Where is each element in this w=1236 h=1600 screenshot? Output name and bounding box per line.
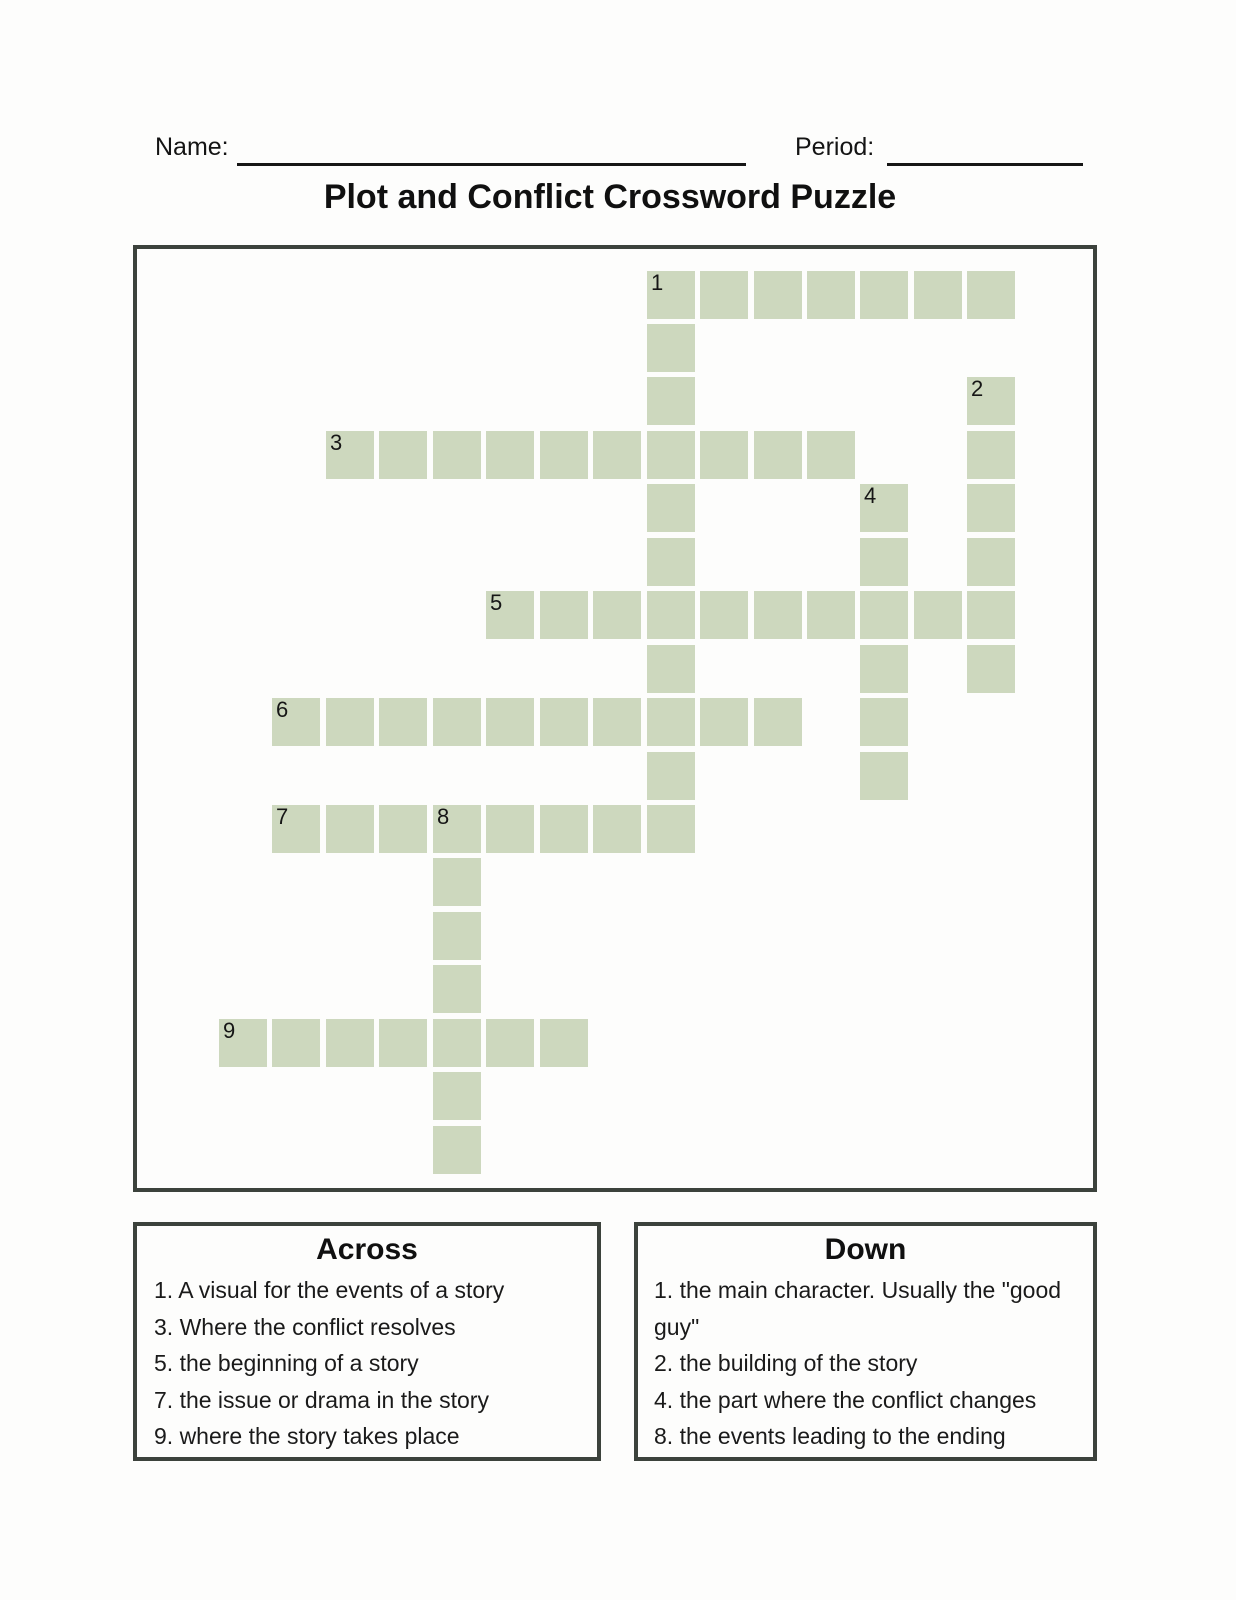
name-label: Name: (155, 133, 229, 161)
grid-cell (433, 1126, 481, 1174)
grid-cell (593, 591, 641, 639)
grid-cell (272, 805, 320, 853)
grid-cell (807, 591, 855, 639)
grid-cell (914, 591, 962, 639)
grid-cell (540, 1019, 588, 1067)
grid-cell (967, 538, 1015, 586)
grid-cell (326, 431, 374, 479)
grid-cell (540, 431, 588, 479)
grid-cell-number: 4 (864, 483, 877, 508)
grid-cell (486, 431, 534, 479)
grid-cell (860, 591, 908, 639)
grid-cell (433, 912, 481, 960)
grid-cell (967, 484, 1015, 532)
grid-cell (433, 1019, 481, 1067)
grid-cell (647, 698, 695, 746)
grid-cell (433, 1072, 481, 1120)
grid-cell (860, 538, 908, 586)
grid-cell (647, 538, 695, 586)
grid-cell-number: 6 (276, 697, 289, 722)
grid-cell (647, 271, 695, 319)
grid-cell-number: 9 (223, 1018, 236, 1043)
grid-cell (700, 591, 748, 639)
grid-cell (860, 752, 908, 800)
grid-cell (967, 271, 1015, 319)
grid-cell (807, 271, 855, 319)
grid-cell (860, 271, 908, 319)
down-clue-1: 1. the main character. Usually the "good guy" (654, 1277, 1062, 1340)
grid-cell (326, 805, 374, 853)
grid-cell-number: 3 (330, 430, 343, 455)
grid-cell (272, 1019, 320, 1067)
grid-cell (272, 698, 320, 746)
grid-cell-number: 7 (276, 804, 289, 829)
grid-cell-number: 2 (971, 376, 984, 401)
grid-cell (647, 591, 695, 639)
grid-cell (540, 698, 588, 746)
across-clue-list (137, 1272, 597, 1455)
grid-cell (540, 805, 588, 853)
grid-cell (486, 591, 534, 639)
grid-cell (433, 965, 481, 1013)
grid-cell (593, 805, 641, 853)
page-title: Plot and Conflict Crossword Puzzle (323, 178, 897, 216)
grid-cell (593, 431, 641, 479)
down-clue-4: 4. the part where the conflict changes (654, 1386, 1037, 1413)
grid-cell (379, 1019, 427, 1067)
grid-cell (540, 591, 588, 639)
across-title: Across (316, 1233, 418, 1266)
grid-cell (754, 591, 802, 639)
grid-cell (967, 591, 1015, 639)
grid-cell (700, 271, 748, 319)
grid-cell (860, 698, 908, 746)
grid-cell (914, 271, 962, 319)
grid-cell-number: 1 (651, 270, 664, 295)
grid-cell (967, 377, 1015, 425)
grid-cell (967, 645, 1015, 693)
down-title: Down (824, 1233, 907, 1266)
grid-cell (379, 698, 427, 746)
period-label: Period: (795, 133, 875, 161)
grid-cell-number: 5 (490, 590, 503, 615)
grid-cell (647, 645, 695, 693)
grid-cell (433, 858, 481, 906)
grid-cell (486, 1019, 534, 1067)
grid-cell (754, 698, 802, 746)
down-clue-2: 2. the building of the story (654, 1350, 918, 1376)
grid-cell (700, 698, 748, 746)
down-clues-box (634, 1222, 1097, 1461)
name-blank-line (237, 163, 746, 166)
grid-cell (860, 645, 908, 693)
grid-cell (486, 805, 534, 853)
down-clue-list (638, 1272, 1093, 1455)
grid-cell (379, 805, 427, 853)
grid-cell-number: 8 (437, 804, 450, 829)
grid-cell (326, 1019, 374, 1067)
grid-cell (647, 484, 695, 532)
crossword-grid (133, 245, 1097, 1192)
grid-cell (326, 698, 374, 746)
period-blank-line (887, 163, 1083, 166)
grid-cell (647, 805, 695, 853)
across-clue-3: 3. Where the conflict resolves (154, 1313, 456, 1340)
across-clues-box (133, 1222, 601, 1461)
grid-cell (486, 698, 534, 746)
grid-cell (700, 431, 748, 479)
grid-cell (754, 271, 802, 319)
grid-cell (647, 752, 695, 800)
grid-cell (807, 431, 855, 479)
grid-cell (219, 1019, 267, 1067)
down-clue-8: 8. the events leading to the ending (654, 1423, 1006, 1449)
grid-cell (647, 324, 695, 372)
across-clue-5: 5. the beginning of a story (154, 1350, 419, 1376)
grid-cell (379, 431, 427, 479)
grid-cell (433, 805, 481, 853)
across-clue-1: 1. A visual for the events of a story (154, 1277, 505, 1303)
across-clue-9: 9. where the story takes place (154, 1423, 460, 1449)
grid-cell (433, 431, 481, 479)
grid-cell (647, 431, 695, 479)
grid-cell (433, 698, 481, 746)
grid-cell (754, 431, 802, 479)
across-clue-7: 7. the issue or drama in the story (154, 1386, 489, 1413)
grid-cell (647, 377, 695, 425)
grid-cell (860, 484, 908, 532)
grid-cell (967, 431, 1015, 479)
grid-cell (593, 698, 641, 746)
